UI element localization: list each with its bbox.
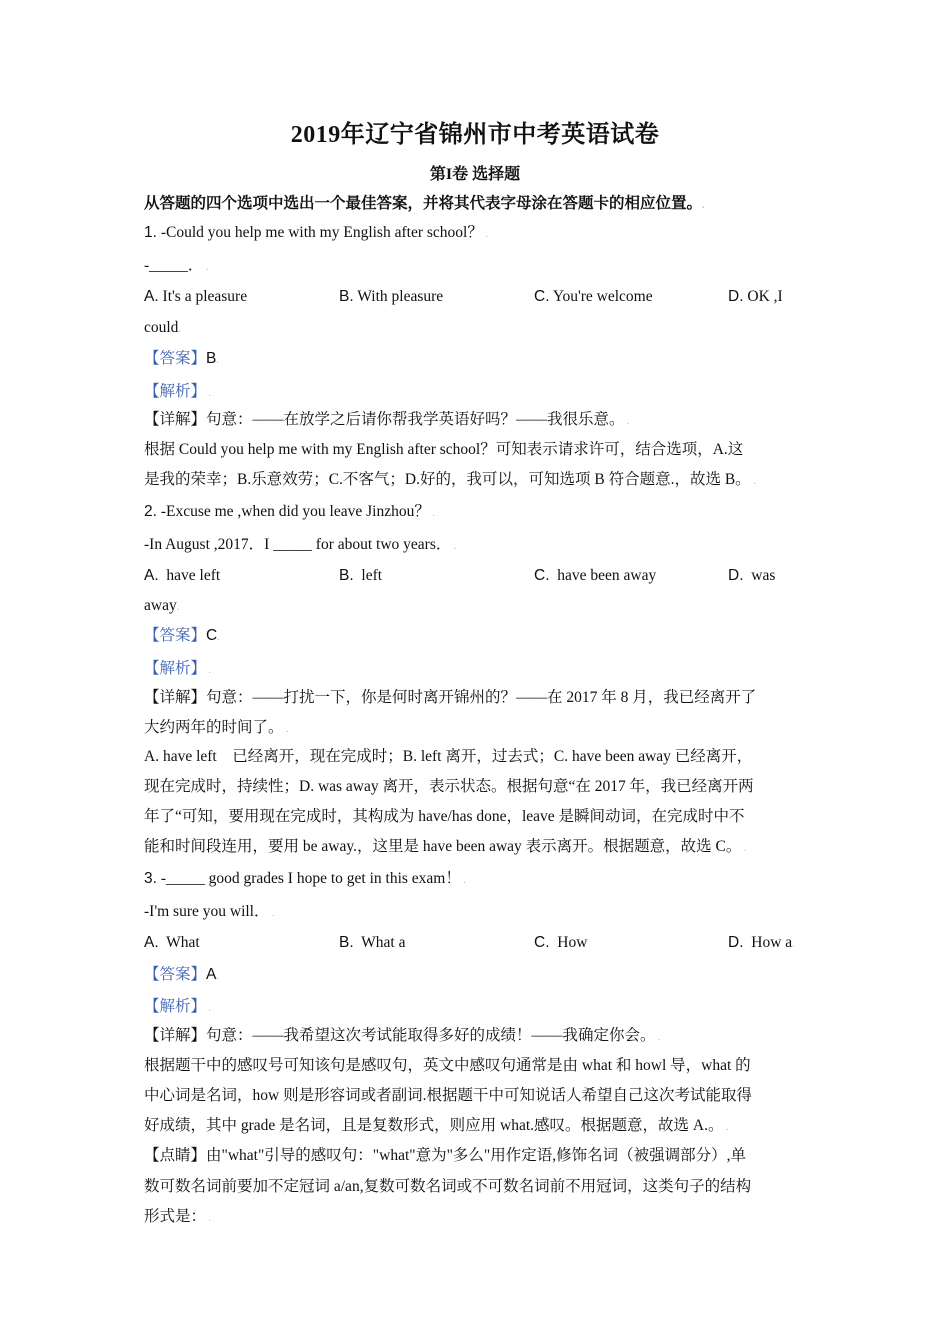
question-2-option-d: D. was (728, 567, 776, 584)
question-1-option-wrap: could. (144, 319, 181, 336)
question-2-response: -In August ,2017．I _____ for about two years． . (144, 536, 457, 553)
question-2-detail-line: 年了“可知，要用现在完成时，其构成为 have/has done，leave 是瞬间动词，在完成时中不 (144, 808, 745, 825)
instruction: 从答题的四个选项中选出一个最佳答案，并将其代表字母涂在答题卡的相应位置。. (144, 195, 705, 212)
question-3-detail: 【详解】句意：——我希望这次考试能取得多好的成绩！——我确定你会。 . (144, 1027, 661, 1044)
question-2-detail-line: 能和时间段连用，要用 be away.，这里是 have been away 表示离开。根据题意，故选 C。 . (144, 838, 747, 855)
question-1-answer: 【答案】B. (144, 350, 219, 367)
question-3-response: -I'm sure you will． . (144, 903, 275, 920)
question-2-detail-line: A. have left 已经离开，现在完成时；B. left 离开，过去式；C. have been away 已经离开， (144, 748, 753, 765)
question-3-option-b: B. What a (339, 934, 406, 951)
question-2-detail-line: 现在完成时，持续性；D. was away 离开，表示状态。根据句意“在 2017 年，我已经离开两 (144, 778, 754, 795)
page-title: 2019年辽宁省锦州市中考英语试卷 (290, 122, 660, 148)
question-3-point-line: 形式是： . (144, 1208, 212, 1225)
question-1-option-b: B. With pleasure (339, 288, 444, 305)
question-2-answer: 【答案】C. (144, 627, 220, 644)
question-1-analysis: 【解析】 . (144, 383, 212, 400)
question-2-option-a: A. have left (144, 567, 221, 584)
question-1-response: -_____． . (144, 257, 209, 274)
question-2-option-b: B. left (339, 567, 383, 584)
question-3-point: 【点睛】由"what"引导的感叹句："what"意为"多么"用作定语,修饰名词（被强调部分）,单 (144, 1147, 746, 1164)
question-2-stem: 2. -Excuse me ,when did you leave Jinzhou？ . (144, 503, 435, 520)
question-3-detail-line: 好成绩，其中 grade 是名词，且是复数形式，则应用 what.感叹。根据题意，故选 A.。 . (144, 1117, 729, 1134)
question-2-option-wrap: away. (144, 597, 180, 614)
question-1-option-a: A. It's a pleasure (144, 288, 248, 305)
question-3-option-d: D. How a. (728, 934, 795, 951)
question-3-analysis: 【解析】 . (144, 998, 212, 1015)
question-3-answer: 【答案】A. (144, 966, 219, 983)
question-2-detail-line: 大约两年的时间了。 . (144, 719, 289, 736)
question-3-option-c: C. How (534, 934, 588, 951)
question-3-stem: 3. -_____ good grades I hope to get in this exam！ . (144, 870, 466, 887)
question-2-option-c: C. have been away (534, 567, 657, 584)
question-2-analysis: 【解析】 . (144, 660, 212, 677)
question-1-option-d: D. OK ,I (728, 288, 783, 305)
question-2-detail: 【详解】句意：——打扰一下，你是何时离开锦州的？——在 2017 年 8 月，我已经离开了 (144, 689, 757, 706)
question-1-option-c: C. You're welcome (534, 288, 653, 305)
question-3-detail-line: 中心词是名词，how 则是形容词或者副词.根据题干中可知说话人希望自己这次考试能取得 (144, 1087, 752, 1104)
question-1-detail-line: 是我的荣幸；B.乐意效劳；C.不客气；D.好的，我可以，可知选项 B 符合题意.，故选 B。 . (144, 471, 756, 488)
question-3-detail-line: 根据题干中的感叹号可知该句是感叹句，英文中感叹句通常是由 what 和 howl 导，what 的 (144, 1057, 751, 1074)
section-title: 第I卷 选择题 (429, 166, 521, 183)
question-1-detail-line: 根据 Could you help me with my English after school？可知表示请求许可，结合选项，A.这 (144, 441, 744, 458)
question-1-stem: 1. -Could you help me with my English after school？ . (144, 224, 488, 241)
question-1-detail: 【详解】句意：——在放学之后请你帮我学英语好吗？——我很乐意。 . (144, 411, 630, 428)
question-3-point-line: 数可数名词前要加不定冠词 a/an,复数可数名词或不可数名词前不用冠词，这类句子的结构 (144, 1178, 752, 1195)
question-3-option-a: A. What (144, 934, 200, 951)
